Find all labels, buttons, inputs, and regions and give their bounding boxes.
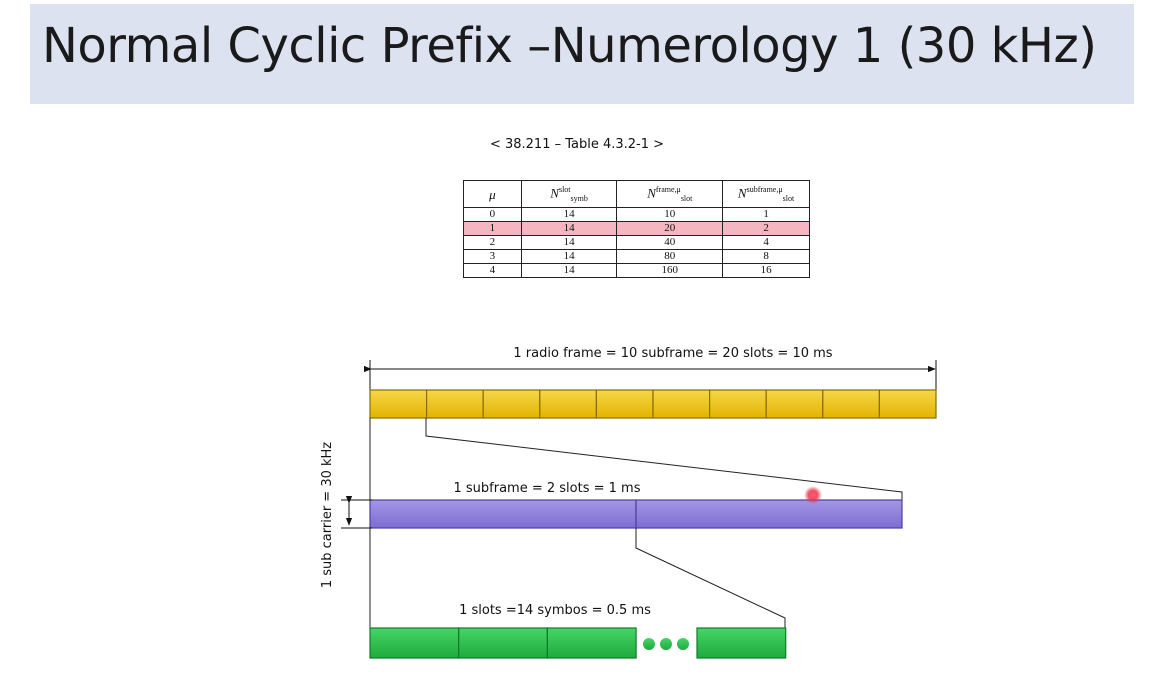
cell-slots-subframe: 2	[723, 222, 810, 236]
ellipsis-dot	[643, 638, 655, 650]
cell-symbols: 14	[521, 208, 617, 222]
cell-slots-frame: 160	[617, 264, 723, 278]
ellipsis-dot	[660, 638, 672, 650]
cell-slots-frame: 80	[617, 250, 723, 264]
header-slots-per-frame: $N^{frame,\mu}_{slot}$	[617, 181, 723, 208]
cell-mu: 1	[464, 222, 522, 236]
cell-slots-frame: 10	[617, 208, 723, 222]
cell-slots-subframe: 16	[723, 264, 810, 278]
cell-mu: 3	[464, 250, 522, 264]
subframe-cell	[823, 390, 880, 418]
cell-symbols: 14	[521, 250, 617, 264]
laser-pointer-dot	[804, 486, 822, 504]
cell-symbols: 14	[521, 236, 617, 250]
ellipsis-dot	[677, 638, 689, 650]
cell-slots-subframe: 4	[723, 236, 810, 250]
header-mu: μ	[464, 181, 522, 208]
slot-symbols-bar	[370, 628, 786, 658]
cell-symbols: 14	[521, 264, 617, 278]
subframe-cell	[879, 390, 936, 418]
cell-mu: 4	[464, 264, 522, 278]
cell-slots-subframe: 1	[723, 208, 810, 222]
subframe-cell	[710, 390, 767, 418]
symbol-cell	[459, 628, 548, 658]
cell-slots-subframe: 8	[723, 250, 810, 264]
subframe-cell	[596, 390, 653, 418]
radio-frame-label: 1 radio frame = 10 subframe = 20 slots = 10 ms	[513, 346, 833, 361]
subframe-cell	[540, 390, 597, 418]
slot-cell	[636, 500, 902, 528]
radio-frame-bar	[370, 390, 936, 418]
header-slots-per-subframe: $N^{subframe,\mu}_{slot}$	[723, 181, 810, 208]
subframe-bar	[370, 500, 902, 528]
cell-mu: 2	[464, 236, 522, 250]
subcarrier-label: 1 sub carrier = 30 kHz	[320, 441, 335, 589]
subframe-cell	[653, 390, 710, 418]
subframe-cell	[370, 390, 427, 418]
table-caption: < 38.211 – Table 4.3.2-1 >	[489, 137, 665, 152]
cell-mu: 0	[464, 208, 522, 222]
subframe-cell	[427, 390, 484, 418]
subframe-cell	[483, 390, 540, 418]
cell-symbols: 14	[521, 222, 617, 236]
cell-slots-frame: 40	[617, 236, 723, 250]
cell-slots-frame: 20	[617, 222, 723, 236]
slot-cell	[370, 500, 636, 528]
header-symbols-per-slot: $N^{slot}_{symb}$	[521, 181, 617, 208]
subframe-cell	[766, 390, 823, 418]
slot-label: 1 slots =14 symbos = 0.5 ms	[459, 603, 651, 618]
symbol-cell	[370, 628, 459, 658]
subframe-label: 1 subframe = 2 slots = 1 ms	[453, 481, 641, 496]
symbol-cell	[697, 628, 786, 658]
page-title: Normal Cyclic Prefix –Numerology 1 (30 kHz)	[42, 18, 1097, 74]
symbol-cell	[547, 628, 636, 658]
zoom-line	[636, 528, 785, 628]
